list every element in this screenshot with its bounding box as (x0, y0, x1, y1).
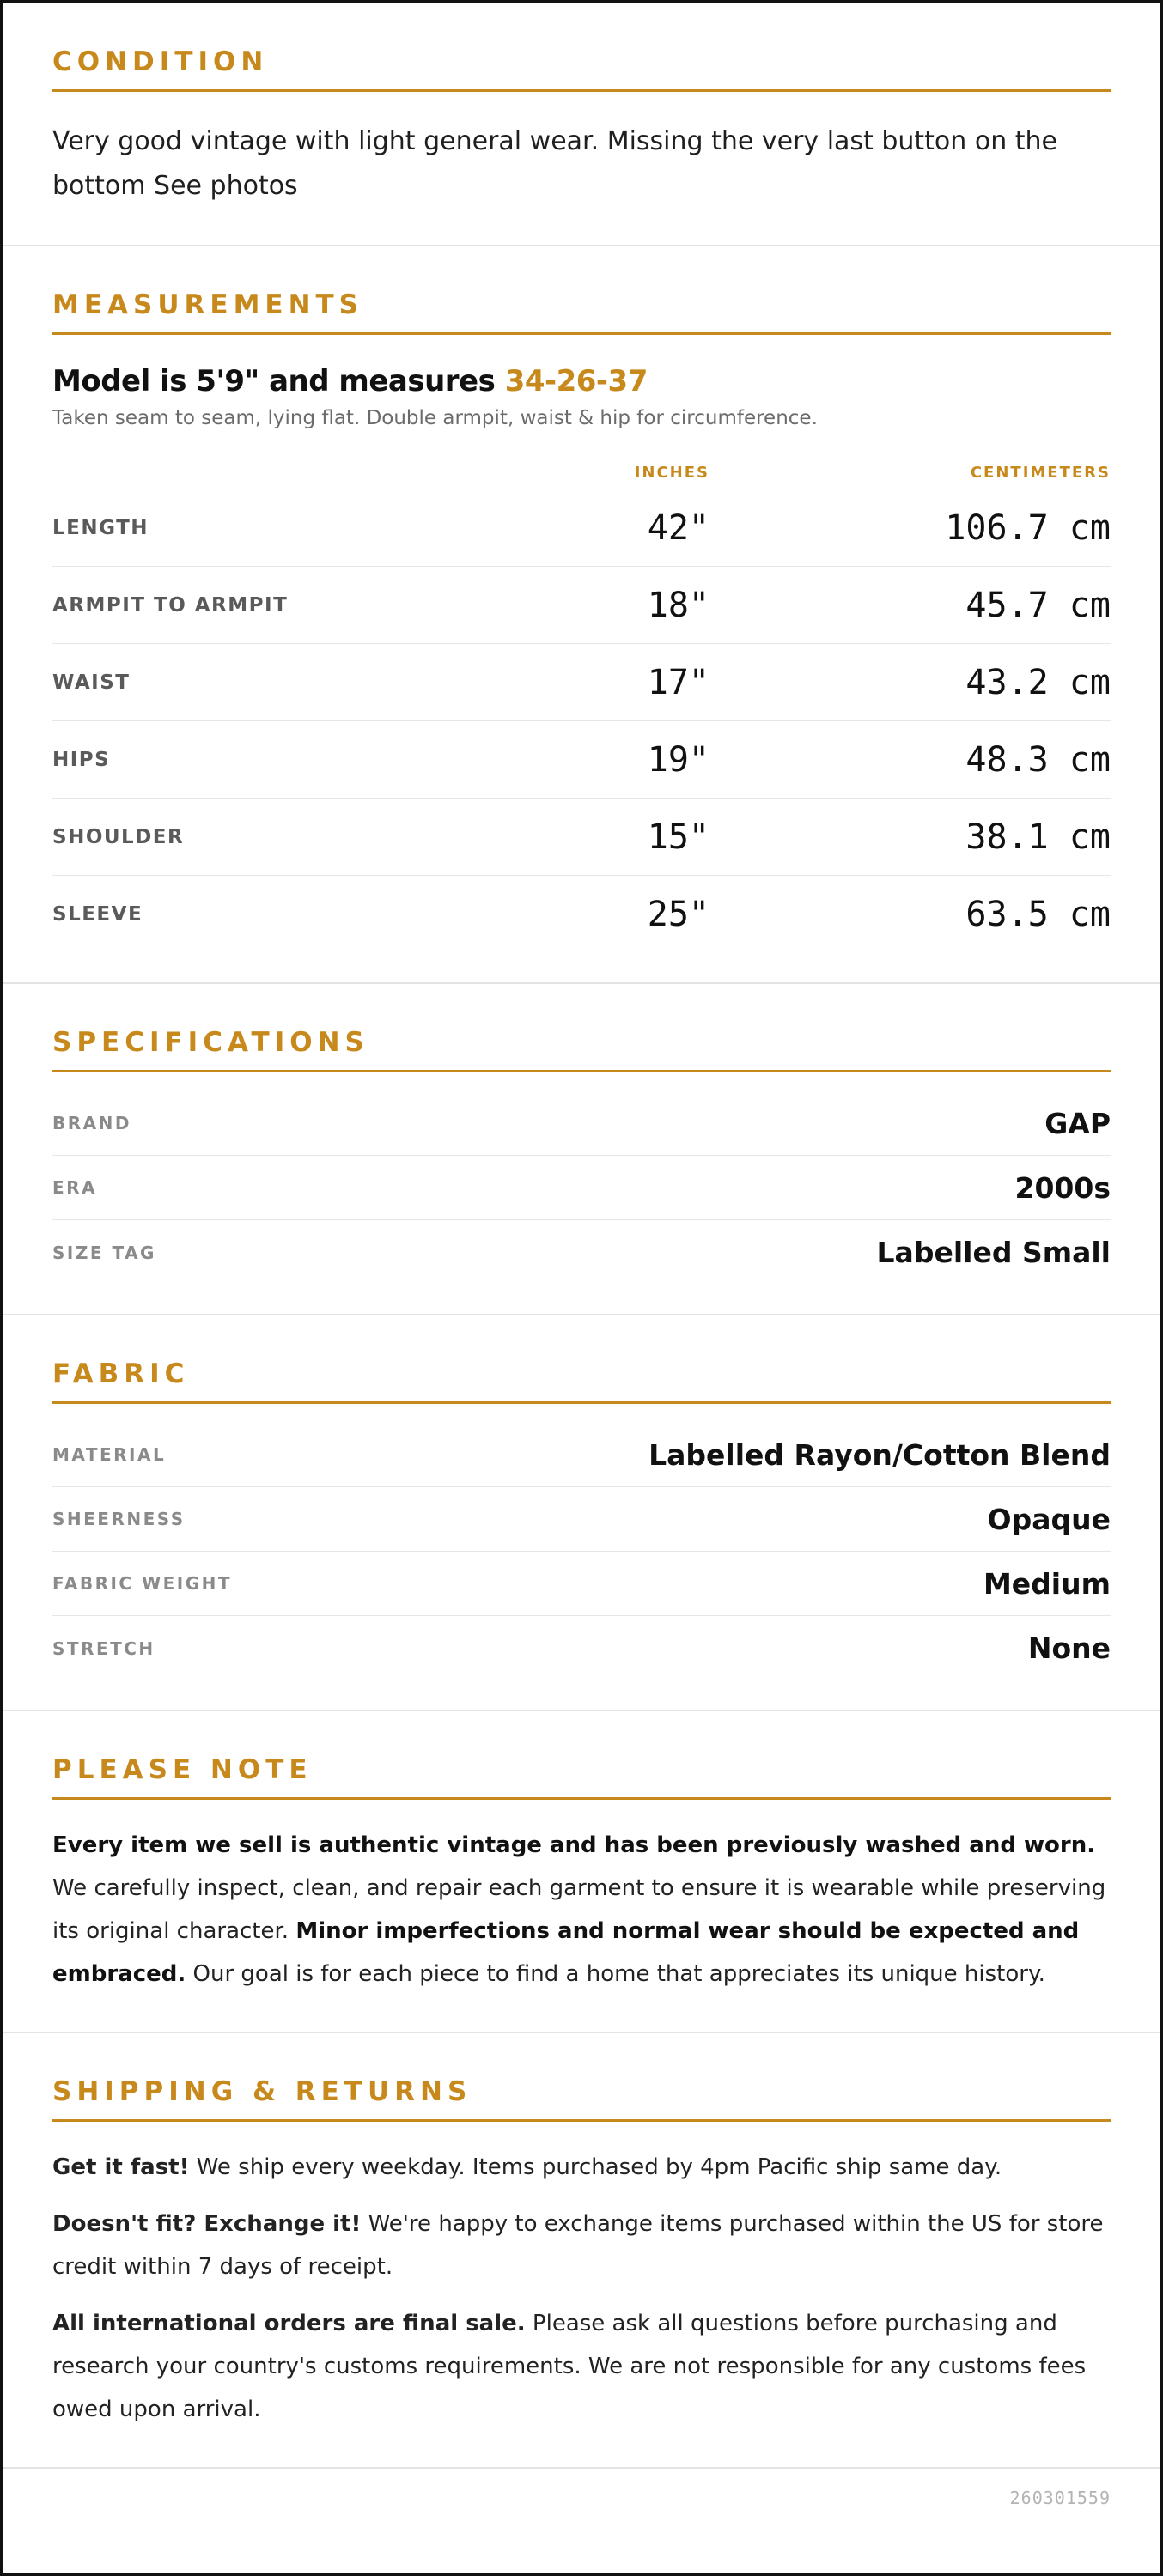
note-bold-1: Every item we sell is authentic vintage and has been previously washed and worn. (52, 1832, 1096, 1858)
spec-row-size-tag (52, 1220, 1111, 1285)
fabric-value: Labelled Rayon/Cotton Blend (648, 1437, 1111, 1472)
specifications-section (3, 984, 1160, 1315)
measurement-label: LENGTH (52, 516, 149, 539)
measurement-row-armpit (52, 567, 1111, 644)
shipping-text: Please ask all questions before purchasing and research your country's customs requirements. We are not responsible for any customs fees owed upon arrival. (52, 2311, 1087, 2422)
fabric-label: MATERIAL (52, 1444, 167, 1465)
header-centimeters: CENTIMETERS (970, 464, 1111, 482)
measurement-label: SLEEVE (52, 903, 143, 926)
note-bold-2: Minor imperfections and normal wear should be expected and embraced. (52, 1918, 1080, 1987)
fabric-row-stretch (52, 1616, 1111, 1680)
please-note-title: PLEASE NOTE (52, 1754, 1111, 1800)
measurements-section (3, 246, 1160, 984)
measurement-row-shoulder (52, 799, 1111, 876)
measurement-inches: 15" (647, 817, 709, 857)
measurement-inches: 17" (647, 662, 709, 702)
measurement-label: WAIST (52, 671, 131, 694)
fabric-row-material (52, 1423, 1111, 1487)
fabric-row-sheerness (52, 1487, 1111, 1552)
measurement-cm: 63.5 cm (965, 895, 1111, 934)
note-text-2: Our goal is for each piece to find a home that appreciates its unique history. (186, 1961, 1045, 1987)
model-measurements (52, 364, 1111, 398)
note-text-1: We carefully inspect, clean, and repair each garment to ensure it is wearable while preserving its original character. (52, 1875, 1106, 1944)
spec-label: ERA (52, 1177, 98, 1198)
shipping-text: We're happy to exchange items purchased within the US for store credit within 7 days of receipt. (52, 2211, 1104, 2280)
measurement-cm: 48.3 cm (965, 739, 1111, 780)
condition-section (3, 3, 1160, 246)
measurement-inches: 19" (647, 739, 709, 780)
shipping-bold: Doesn't fit? Exchange it! (52, 2211, 362, 2237)
fabric-label: FABRIC WEIGHT (52, 1573, 233, 1594)
product-code: 260301559 (1009, 2488, 1111, 2508)
specifications-list (52, 1091, 1111, 1285)
spec-row-brand (52, 1091, 1111, 1156)
measurements-header (52, 464, 1111, 489)
fabric-section (3, 1315, 1160, 1711)
measurement-cm: 38.1 cm (965, 817, 1111, 857)
spec-label: BRAND (52, 1113, 131, 1133)
measurement-inches: 18" (647, 585, 709, 625)
measurement-row-length (52, 489, 1111, 567)
fabric-title: FABRIC (52, 1358, 1111, 1404)
measurement-label: SHOULDER (52, 825, 185, 848)
fabric-value: Medium (983, 1566, 1111, 1601)
measurements-title: MEASUREMENTS (52, 289, 1111, 335)
condition-text: Very good vintage with light general wear. Missing the very last button on the bottom See photos (52, 126, 1057, 201)
measurement-inches: 25" (647, 895, 709, 934)
measurement-cm: 43.2 cm (965, 662, 1111, 702)
measurement-cm: 106.7 cm (945, 507, 1111, 548)
shipping-text: We ship every weekday. Items purchased by 4pm Pacific ship same day. (189, 2154, 1002, 2180)
spec-label: SIZE TAG (52, 1242, 156, 1263)
measurements-subtitle: Taken seam to seam, lying flat. Double armpit, waist & hip for circumference. (52, 407, 818, 429)
shipping-section (3, 2033, 1160, 2469)
model-measures-value: 34-26-37 (504, 364, 648, 398)
shipping-bold: Get it fast! (52, 2154, 190, 2180)
fabric-list (52, 1423, 1111, 1680)
spec-value: 2000s (1014, 1170, 1111, 1205)
condition-title: CONDITION (52, 46, 1111, 92)
shipping-title: SHIPPING & RETURNS (52, 2076, 1111, 2122)
header-spacer (52, 464, 413, 489)
specifications-title: SPECIFICATIONS (52, 1027, 1111, 1072)
measurements-table (52, 489, 1111, 953)
model-prefix: Model is 5'9" and measures (52, 364, 505, 398)
footer (3, 2469, 1160, 2508)
spec-value: Labelled Small (876, 1236, 1111, 1269)
spec-value: GAP (1044, 1106, 1111, 1140)
shipping-paragraph-fast (52, 2146, 1111, 2189)
measurement-row-waist (52, 644, 1111, 721)
shipping-paragraph-exchange (52, 2202, 1111, 2288)
fabric-value: None (1027, 1631, 1111, 1665)
please-note-text (52, 1824, 1111, 1996)
measurement-cm: 45.7 cm (965, 585, 1111, 625)
fabric-label: STRETCH (52, 1637, 155, 1659)
shipping-bold: All international orders are final sale. (52, 2311, 526, 2336)
fabric-label: SHEERNESS (52, 1509, 186, 1529)
header-inches: INCHES (634, 464, 709, 482)
shipping-paragraph-international (52, 2302, 1111, 2431)
measurement-row-sleeve (52, 876, 1111, 953)
measurement-label: HIPS (52, 748, 111, 771)
measurement-inches: 42" (647, 507, 709, 548)
fabric-value: Opaque (987, 1502, 1111, 1536)
measurement-row-hips (52, 721, 1111, 799)
measurement-label: ARMPIT TO ARMPIT (52, 593, 289, 617)
spec-row-era (52, 1156, 1111, 1220)
fabric-row-weight (52, 1552, 1111, 1616)
please-note-section (3, 1711, 1160, 2033)
